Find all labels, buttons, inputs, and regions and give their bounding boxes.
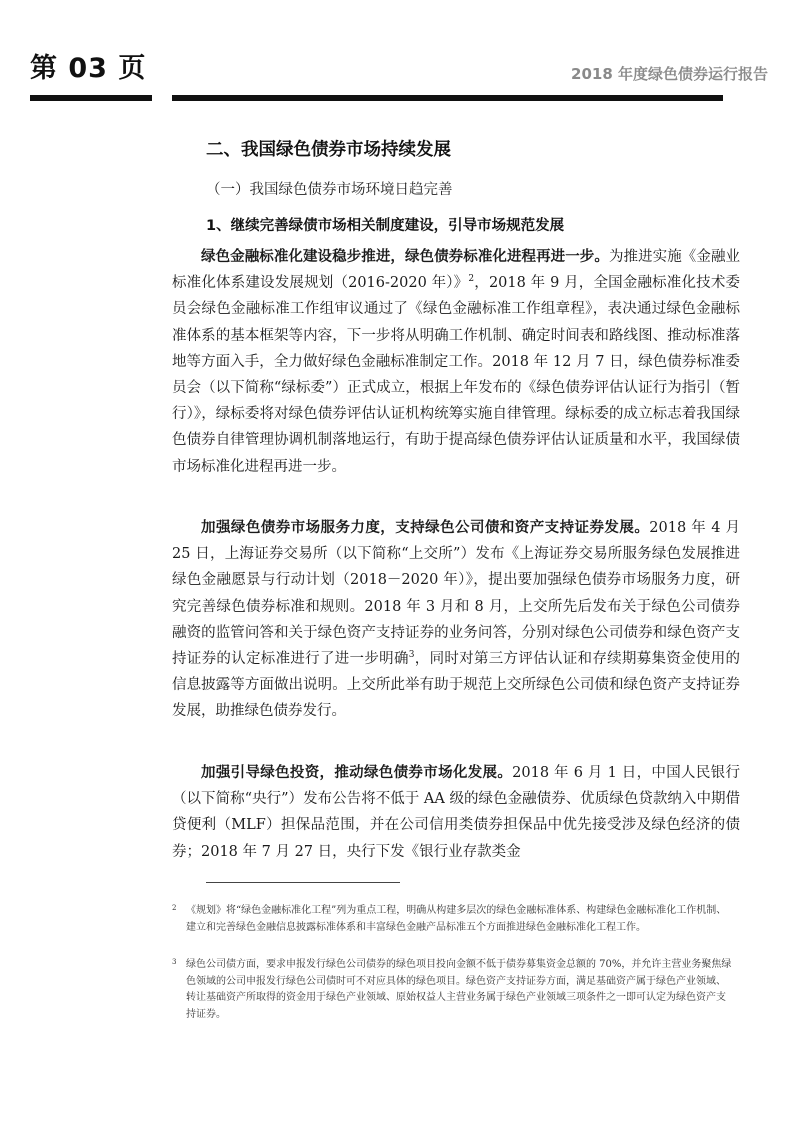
header-rule-right: [172, 95, 723, 101]
paragraph-lead: 加强引导绿色投资，推动绿色债券市场化发展。: [201, 765, 513, 781]
footnote-ref[interactable]: 3: [408, 650, 415, 661]
paragraph-text: ，同时对第三方评估认证和存续期募集资金使用的信息披露等方面做出说明。上交所此举有助于规范上交所绿色公司债和绿色资产支持证券发展，助推绿色债券发行。: [172, 651, 741, 720]
footnote-text: 绿色公司债方面，要求申报发行绿色公司债券的绿色项目投向金额不低于债券募集资金总额的 70%，并允许主营业务聚焦绿色领域的公司申报发行绿色公司债时可不对应具体的绿色项目。绿色资产支持证券方面，满足基础资产属于绿色产业领域、转让基础资产所取得的资金用于绿色产业领域、原始权益人主营业务属于绿色产业领域三项条件之一即可认定为绿色资产支持证券。: [186, 959, 732, 1020]
footnote-ref[interactable]: 2: [468, 274, 475, 285]
footnote-text: 《规划》将“绿色金融标准化工程”列为重点工程，明确从构建多层次的绿色金融标准体系、构建绿色金融标准化工作机制、建立和完善绿色金融信息披露标准体系和丰富绿色金融产品标准五个方面推进绿色金融标准化工程工作。: [186, 905, 727, 933]
paragraph-text: ，2018 年 9 月，全国金融标准化技术委员会绿色金融标准工作组审议通过了《绿色金融标准工作组章程》，表决通过绿色金融标准体系的基本框架等内容，下一步将从明确工作机制、确定时间表和路线图、推动标准落地等方面入手，全力做好绿色金融标准制定工作。2018 年 12 月 7 日，绿色债券标准委员会（以下简称“绿标委”）正式成立，根据上年发布的《绿色债券评估认证行为指引（暂行）》，绿标委将对绿色债券评估认证机构统筹实施自律管理。绿标委的成立标志着我国绿色债券自律管理协调机制落地运行，有助于提高绿色债券评估认证质量和水平，我国绿债市场标准化进程再进一步。: [172, 275, 741, 475]
paragraph-lead: 绿色金融标准化建设稳步推进，绿色债券标准化进程再进一步。: [201, 249, 609, 265]
paragraph-text: 2018 年 4 月 25 日，上海证券交易所（以下简称“上交所”）发布《上海证券交易所服务绿色发展推进绿色金融愿景与行动计划（2018－2020 年）》，提出要加强绿色债券市场服务力度，研究完善绿色债券标准和规则。2018 年 3 月和 8 月，上交所先后发布关于绿色公司债券融资的监管问答和关于绿色资产支持证券的业务问答，分别对绿色公司债券和绿色资产支持证券的认定标准进行了进一步明确: [172, 520, 740, 668]
footnote-3: [172, 957, 732, 1023]
header-rule-left: [30, 95, 152, 101]
paragraph-text: 为推进实施《金融业标准化体系建设发展规划（2016-2020 年）》: [172, 249, 741, 292]
subsubsection-heading: 1、继续完善绿债市场相关制度建设，引导市场规范发展: [206, 218, 565, 234]
footnote-number: 3: [172, 958, 177, 966]
paragraph-market-service: [172, 515, 740, 725]
report-title: 2018 年度绿色债券运行报告: [571, 65, 768, 83]
paragraph-standardization: [172, 244, 740, 480]
paragraph-text: 2018 年 6 月 1 日，中国人民银行（以下简称“央行”）发布公告将不低于 AA 级的绿色金融债券、优质绿色贷款纳入中期借贷便利（MLF）担保品范围，并在公司信用类债券担保品中优先接受涉及绿色经济的债券；2018 年 7 月 27 日，央行下发《银行业存款类金: [172, 765, 740, 860]
paragraph-lead: 加强绿色债券市场服务力度，支持绿色公司债和资产支持证券发展。: [201, 520, 650, 536]
section-heading: 二、我国绿色债券市场持续发展: [206, 140, 451, 160]
footnote-number: 2: [172, 904, 177, 912]
paragraph-green-investment: [172, 760, 740, 865]
page-number-label: 第 03 页: [30, 53, 147, 84]
subsection-heading: （一）我国绿色债券市场环境日趋完善: [206, 182, 453, 198]
footnote-2: [172, 903, 732, 936]
footnote-separator: [206, 882, 400, 883]
